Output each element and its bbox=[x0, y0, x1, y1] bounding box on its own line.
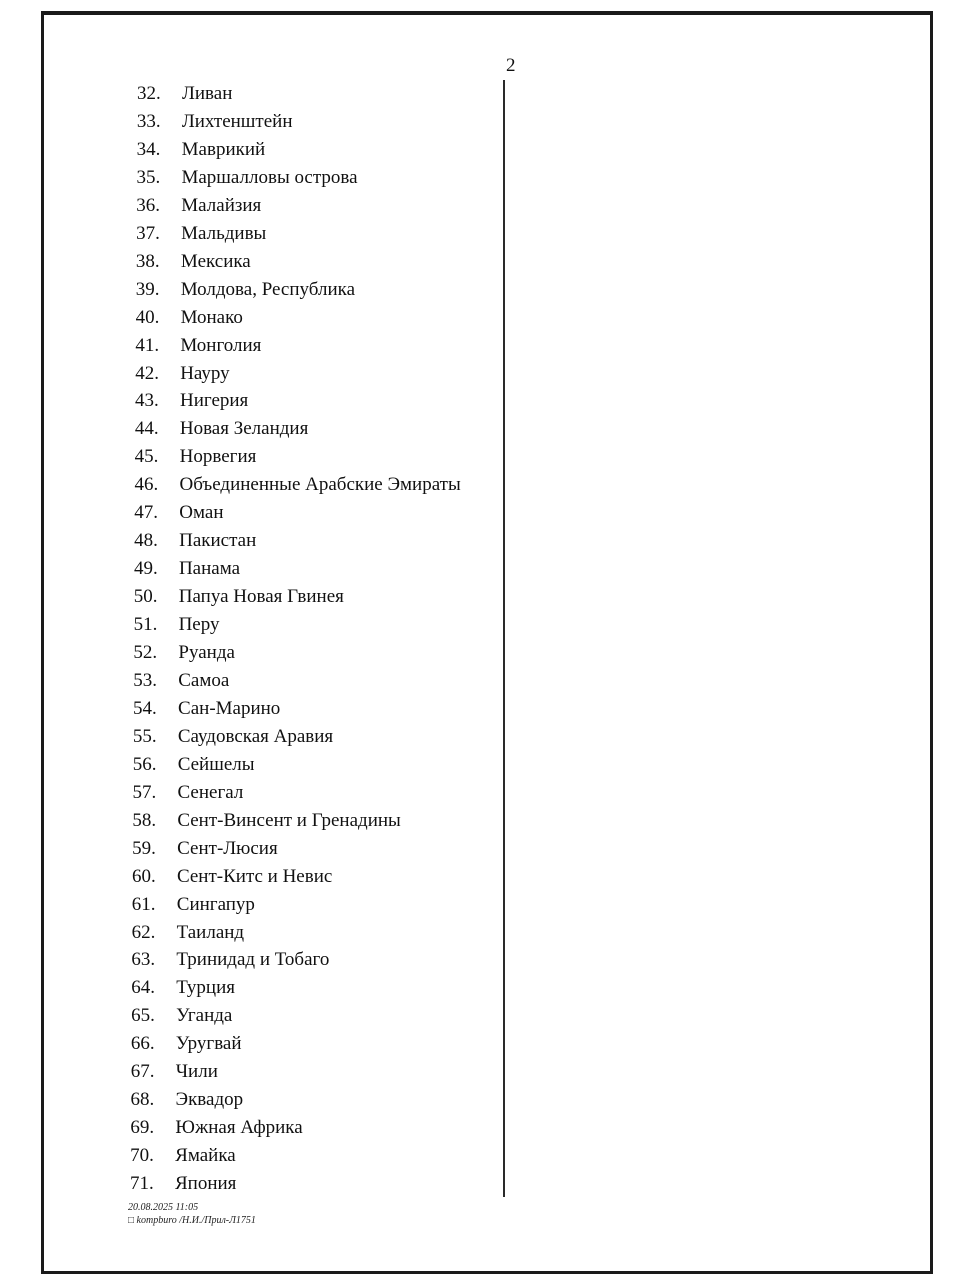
item-country-name: Сейшелы bbox=[177, 753, 255, 775]
footer-timestamp: 20.08.2025 11:05 bbox=[128, 1202, 199, 1213]
item-number: 65. bbox=[131, 1005, 155, 1027]
item-number: 40. bbox=[135, 306, 160, 328]
item-country-name: Сент-Винсент и Гренадины bbox=[177, 809, 401, 831]
item-number: 60. bbox=[131, 865, 156, 887]
item-number: 54. bbox=[133, 697, 157, 719]
item-country-name: Эквадор bbox=[175, 1089, 244, 1111]
item-country-name: Тринидад и Тобаго bbox=[176, 949, 330, 971]
item-number: 64. bbox=[131, 977, 155, 999]
item-number: 39. bbox=[135, 278, 160, 300]
item-country-name: Турция bbox=[176, 977, 235, 999]
item-number: 33. bbox=[136, 110, 161, 132]
item-country-name: Маршалловы острова bbox=[181, 166, 358, 188]
item-number: 68. bbox=[130, 1089, 155, 1111]
item-number: 36. bbox=[136, 194, 161, 216]
item-country-name: Сент-Люсия bbox=[177, 837, 278, 859]
item-country-name: Сан-Марино bbox=[178, 697, 281, 719]
item-number: 55. bbox=[132, 725, 157, 747]
item-country-name: Объединенные Арабские Эмираты bbox=[179, 474, 461, 496]
item-country-name: Науру bbox=[180, 362, 230, 384]
item-country-name: Руанда bbox=[178, 642, 235, 663]
item-number: 47. bbox=[134, 502, 159, 524]
item-country-name: Ливан bbox=[182, 83, 233, 104]
item-number: 57. bbox=[132, 781, 157, 803]
item-number: 61. bbox=[131, 893, 156, 915]
item-country-name: Самоа bbox=[178, 669, 230, 691]
item-country-name: Уганда bbox=[176, 1005, 233, 1027]
item-number: 53. bbox=[133, 669, 157, 691]
item-country-name: Панама bbox=[178, 558, 241, 580]
item-country-name: Таиланд bbox=[176, 921, 245, 943]
item-country-name: Пакистан bbox=[179, 530, 257, 552]
item-country-name: Япония bbox=[175, 1173, 237, 1195]
item-country-name: Папуа Новая Гвинея bbox=[178, 586, 344, 608]
item-country-name: Нигерия bbox=[180, 390, 249, 412]
item-country-name: Мальдивы bbox=[181, 222, 267, 244]
item-number: 32. bbox=[137, 83, 161, 104]
vertical-rule bbox=[503, 80, 505, 1197]
item-number: 44. bbox=[134, 418, 159, 440]
item-number: 70. bbox=[130, 1145, 154, 1167]
item-number: 35. bbox=[136, 166, 161, 188]
item-country-name: Перу bbox=[178, 614, 220, 636]
item-country-name: Ямайка bbox=[175, 1145, 236, 1167]
item-number: 34. bbox=[136, 138, 161, 160]
footer-reference: □ kompburo /Н.И./Прил-Л1751 bbox=[128, 1215, 256, 1226]
item-country-name: Сенегал bbox=[177, 781, 244, 803]
item-country-name: Новая Зеландия bbox=[179, 418, 309, 440]
item-number: 66. bbox=[130, 1033, 155, 1055]
item-number: 42. bbox=[135, 362, 159, 384]
item-country-name: Уругвай bbox=[175, 1033, 242, 1055]
item-country-name: Саудовская Аравия bbox=[177, 725, 334, 747]
item-number: 37. bbox=[136, 222, 160, 244]
item-country-name: Малайзия bbox=[181, 194, 262, 216]
item-country-name: Южная Африка bbox=[175, 1117, 303, 1139]
item-number: 58. bbox=[132, 809, 157, 831]
item-country-name: Сент-Китс и Невис bbox=[176, 865, 333, 887]
item-number: 67. bbox=[130, 1061, 155, 1083]
item-number: 69. bbox=[130, 1117, 155, 1139]
item-country-name: Монако bbox=[180, 306, 243, 328]
item-number: 38. bbox=[135, 250, 160, 272]
item-number: 63. bbox=[131, 949, 156, 971]
item-number: 51. bbox=[133, 614, 158, 636]
item-number: 49. bbox=[133, 558, 158, 580]
item-number: 56. bbox=[132, 753, 157, 775]
item-country-name: Чили bbox=[175, 1061, 218, 1083]
page-number: 2 bbox=[506, 55, 516, 76]
item-number: 41. bbox=[135, 334, 160, 356]
item-number: 59. bbox=[132, 837, 156, 859]
item-country-name: Лихтенштейн bbox=[181, 110, 293, 132]
item-country-name: Мексика bbox=[180, 250, 251, 272]
item-country-name: Норвегия bbox=[179, 446, 257, 468]
footer bbox=[128, 1201, 256, 1227]
item-country-name: Маврикий bbox=[181, 138, 266, 160]
item-country-name: Монголия bbox=[180, 334, 262, 356]
item-country-name: Сингапур bbox=[176, 893, 255, 915]
item-number: 46. bbox=[134, 474, 159, 496]
item-number: 62. bbox=[131, 921, 156, 943]
item-number: 43. bbox=[135, 390, 159, 412]
item-country-name: Молдова, Республика bbox=[180, 278, 355, 300]
item-number: 52. bbox=[133, 642, 158, 663]
item-country-name: Оман bbox=[179, 502, 224, 524]
item-number: 48. bbox=[134, 530, 158, 552]
item-number: 45. bbox=[134, 446, 159, 468]
item-number: 50. bbox=[133, 586, 158, 608]
item-number: 71. bbox=[130, 1173, 154, 1195]
